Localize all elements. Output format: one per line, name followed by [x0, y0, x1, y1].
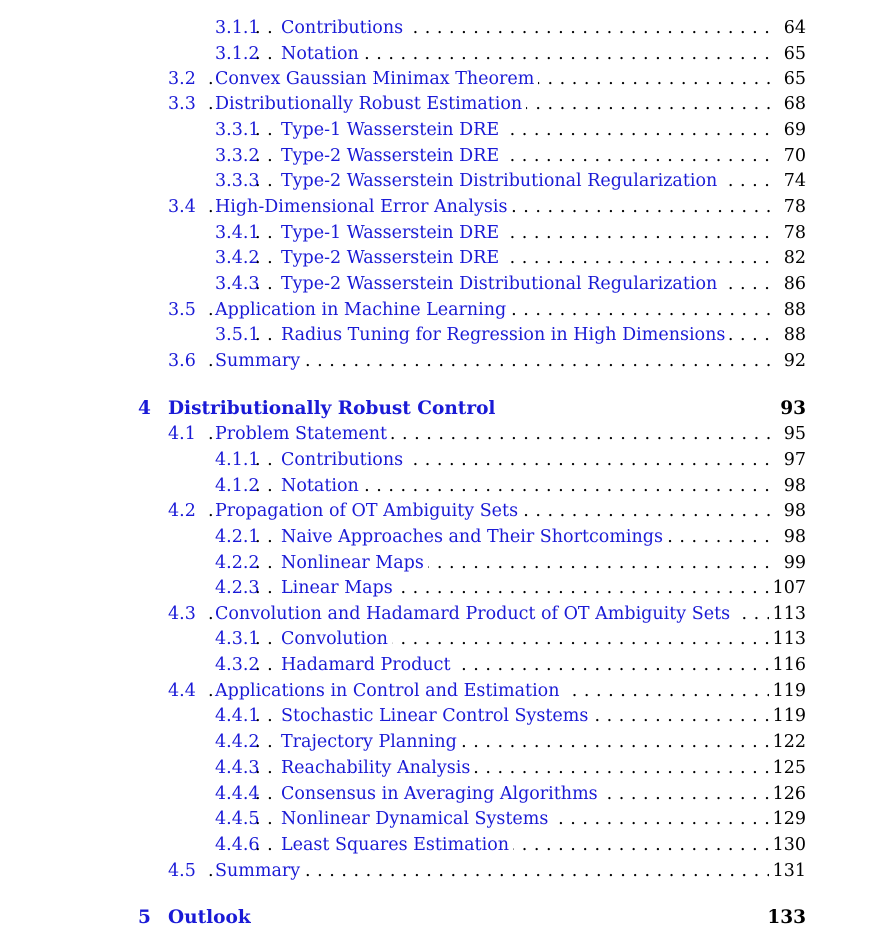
toc-entry-page: 119	[769, 678, 806, 704]
toc-entry-page: 97	[780, 447, 806, 473]
toc-entry-page: 65	[780, 41, 806, 67]
toc-entry-title[interactable]: Trajectory Planning	[281, 729, 461, 755]
toc-entry-number[interactable]: 4.3.2	[215, 655, 260, 675]
toc-entry[interactable]	[215, 41, 806, 67]
toc-entry-title[interactable]: Radius Tuning for Regression in High Dimensions	[281, 322, 729, 348]
toc-entry-page: 113	[769, 601, 806, 627]
toc-entry-page: 131	[769, 858, 806, 884]
toc-entry-number[interactable]: 4.1	[168, 424, 196, 444]
toc-entry-title[interactable]: Consensus in Averaging Algorithms	[281, 781, 602, 807]
toc-entry[interactable]	[215, 806, 806, 832]
toc-entry-title[interactable]: Propagation of OT Ambiguity Sets	[215, 498, 522, 524]
toc-entry[interactable]	[215, 220, 806, 246]
toc-entry-page: 78	[780, 220, 806, 246]
toc-entry-title[interactable]: Type-2 Wasserstein DRE	[281, 245, 503, 271]
toc-chapter-number[interactable]: 4	[138, 398, 151, 419]
toc-entry-title[interactable]: Summary	[215, 858, 304, 884]
toc-entry-number[interactable]: 3.5	[168, 300, 196, 320]
toc-entry-number[interactable]: 4.4.3	[215, 758, 260, 778]
toc-entry-title[interactable]: Nonlinear Maps	[281, 550, 428, 576]
toc-entry-page: 99	[780, 550, 806, 576]
toc-entry-page: 88	[780, 297, 806, 323]
toc-entry-number[interactable]: 3.1.1	[215, 18, 260, 38]
toc-entry-page: 68	[780, 91, 806, 117]
toc-entry-page: 107	[769, 575, 806, 601]
toc-entry-number[interactable]: 4.4.1	[215, 706, 260, 726]
toc-entry-number[interactable]: 4.2.3	[215, 578, 260, 598]
toc-entry-number[interactable]: 3.3.2	[215, 146, 260, 166]
toc-entry-number[interactable]: 4.4.2	[215, 732, 260, 752]
toc-entry-number[interactable]: 4.4	[168, 681, 196, 701]
toc-entry-number[interactable]: 3.4.1	[215, 223, 260, 243]
toc-entry-number[interactable]: 4.3	[168, 604, 196, 624]
toc-entry[interactable]	[168, 601, 806, 627]
toc-entry[interactable]	[215, 271, 806, 297]
toc-entry-page: 98	[780, 524, 806, 550]
toc-entry-number[interactable]: 3.1.2	[215, 44, 260, 64]
toc-entry-page: 119	[769, 703, 806, 729]
toc-entry-title[interactable]: Type-2 Wasserstein Distributional Regularization	[281, 168, 721, 194]
toc-entry-page: 98	[780, 498, 806, 524]
toc-entry[interactable]	[215, 626, 806, 652]
toc-entry-number[interactable]: 4.1.1	[215, 450, 260, 470]
toc-entry-page: 98	[780, 473, 806, 499]
toc-entry[interactable]	[215, 473, 806, 499]
toc-entry[interactable]	[168, 91, 806, 117]
toc-entry[interactable]	[215, 143, 806, 169]
toc-entry[interactable]	[215, 781, 806, 807]
toc-entry-title[interactable]: Type-2 Wasserstein DRE	[281, 143, 503, 169]
toc-entry-title[interactable]: Reachability Analysis	[281, 755, 474, 781]
toc-entry[interactable]	[168, 858, 806, 884]
toc-entry-title[interactable]: Summary	[215, 348, 304, 374]
toc-entry-page: 86	[780, 271, 806, 297]
toc-entry-title[interactable]: Type-1 Wasserstein DRE	[281, 117, 503, 143]
toc-entry-title[interactable]: Notation	[281, 473, 363, 499]
toc-entry-title[interactable]: Stochastic Linear Control Systems	[281, 703, 592, 729]
toc-entry-page: 70	[780, 143, 806, 169]
toc-entry-page: 116	[769, 652, 806, 678]
toc-entry-title[interactable]: Convex Gaussian Minimax Theorem	[215, 66, 538, 92]
toc-entry[interactable]	[215, 15, 806, 41]
toc-chapter-page: 93	[776, 396, 806, 422]
toc-entry-page: 126	[769, 781, 806, 807]
toc-entry-number[interactable]: 4.2	[168, 501, 196, 521]
toc-entry-title[interactable]: Hadamard Product	[281, 652, 454, 678]
toc-entry-page: 78	[780, 194, 806, 220]
toc-entry[interactable]	[215, 524, 806, 550]
toc-entry-number[interactable]: 3.5.1	[215, 325, 260, 345]
toc-entry-page: 69	[780, 117, 806, 143]
toc-entry[interactable]	[215, 168, 806, 194]
toc-entry[interactable]	[215, 245, 806, 271]
toc-entry-page: 64	[780, 15, 806, 41]
toc-entry[interactable]	[168, 348, 806, 374]
toc-entry[interactable]	[168, 421, 806, 447]
toc-entry[interactable]	[168, 297, 806, 323]
toc-entry-title[interactable]: Linear Maps	[281, 575, 397, 601]
toc-entry[interactable]	[168, 194, 806, 220]
toc-entry-title[interactable]: High-Dimensional Error Analysis	[215, 194, 511, 220]
toc-entry[interactable]	[215, 117, 806, 143]
toc-entry-page: 88	[780, 322, 806, 348]
toc-entry-title[interactable]: Contributions	[281, 447, 407, 473]
toc-chapter-entry[interactable]	[138, 396, 806, 422]
toc-entry[interactable]	[215, 703, 806, 729]
toc-entry-page: 74	[780, 168, 806, 194]
toc-entry-title[interactable]: Naive Approaches and Their Shortcomings	[281, 524, 667, 550]
toc-entry-page: 129	[769, 806, 806, 832]
toc-entry-page: 125	[769, 755, 806, 781]
toc-entry-number[interactable]: 3.4	[168, 197, 196, 217]
toc-entry-number[interactable]: 3.2	[168, 69, 196, 89]
toc-entry-title[interactable]: Nonlinear Dynamical Systems	[281, 806, 552, 832]
toc-entry-title[interactable]: Application in Machine Learning	[215, 297, 510, 323]
toc-entry-page: 95	[780, 421, 806, 447]
toc-entry-title[interactable]: Distributionally Robust Estimation	[215, 91, 526, 117]
toc-entry[interactable]	[215, 832, 806, 858]
toc-entry-number[interactable]: 4.2.2	[215, 553, 260, 573]
toc-entry-page: 130	[769, 832, 806, 858]
toc-entry-page: 92	[780, 348, 806, 374]
toc-entry-number[interactable]: 4.3.1	[215, 629, 260, 649]
toc-entry[interactable]	[168, 498, 806, 524]
toc-chapter-page: 133	[763, 905, 806, 931]
toc-entry-title[interactable]: Convolution	[281, 626, 392, 652]
toc-entry[interactable]	[215, 550, 806, 576]
toc-entry-number[interactable]: 4.1.2	[215, 476, 260, 496]
toc-entry-title[interactable]: Type-2 Wasserstein Distributional Regularization	[281, 271, 721, 297]
toc-entry-number[interactable]: 4.4.5	[215, 809, 260, 829]
toc-entry-page: 82	[780, 245, 806, 271]
toc-entry-number[interactable]: 3.4.3	[215, 274, 260, 294]
toc-entry[interactable]	[168, 66, 806, 92]
toc-entry-title[interactable]: Applications in Control and Estimation	[215, 678, 564, 704]
toc-entry-number[interactable]: 4.4.4	[215, 784, 260, 804]
toc-entry-page: 122	[769, 729, 806, 755]
toc-entry-page: 113	[769, 626, 806, 652]
toc-entry-number[interactable]: 3.3.1	[215, 120, 260, 140]
toc-chapter-title[interactable]: Outlook	[168, 905, 255, 931]
toc-entry-number[interactable]: 3.3.3	[215, 171, 260, 191]
toc-entry-number[interactable]: 3.4.2	[215, 248, 260, 268]
toc-entry-page: 65	[780, 66, 806, 92]
toc-entry-title[interactable]: Notation	[281, 41, 363, 67]
toc-entry-title[interactable]: Least Squares Estimation	[281, 832, 513, 858]
toc-entry-number[interactable]: 4.5	[168, 861, 196, 881]
toc-chapter-number[interactable]: 5	[138, 907, 151, 928]
toc-entry-title[interactable]: Contributions	[281, 15, 407, 41]
toc-entry-title[interactable]: Type-1 Wasserstein DRE	[281, 220, 503, 246]
toc-entry[interactable]	[215, 755, 806, 781]
toc-entry-number[interactable]: 4.4.6	[215, 835, 260, 855]
toc-entry[interactable]	[215, 652, 806, 678]
toc-entry[interactable]	[215, 322, 806, 348]
toc-chapter-entry[interactable]	[138, 905, 806, 931]
toc-entry[interactable]	[215, 729, 806, 755]
toc-entry[interactable]	[215, 575, 806, 601]
toc-chapter-title[interactable]: Distributionally Robust Control	[168, 396, 499, 422]
toc-entry-number[interactable]: 4.2.1	[215, 527, 260, 547]
toc-entry-number[interactable]: 3.3	[168, 94, 196, 114]
toc-entry[interactable]	[168, 678, 806, 704]
toc-entry[interactable]	[215, 447, 806, 473]
toc-entry-title[interactable]: Convolution and Hadamard Product of OT Ambiguity Sets	[215, 601, 734, 627]
toc-entry-title[interactable]: Problem Statement	[215, 421, 391, 447]
toc-entry-number[interactable]: 3.6	[168, 351, 196, 371]
